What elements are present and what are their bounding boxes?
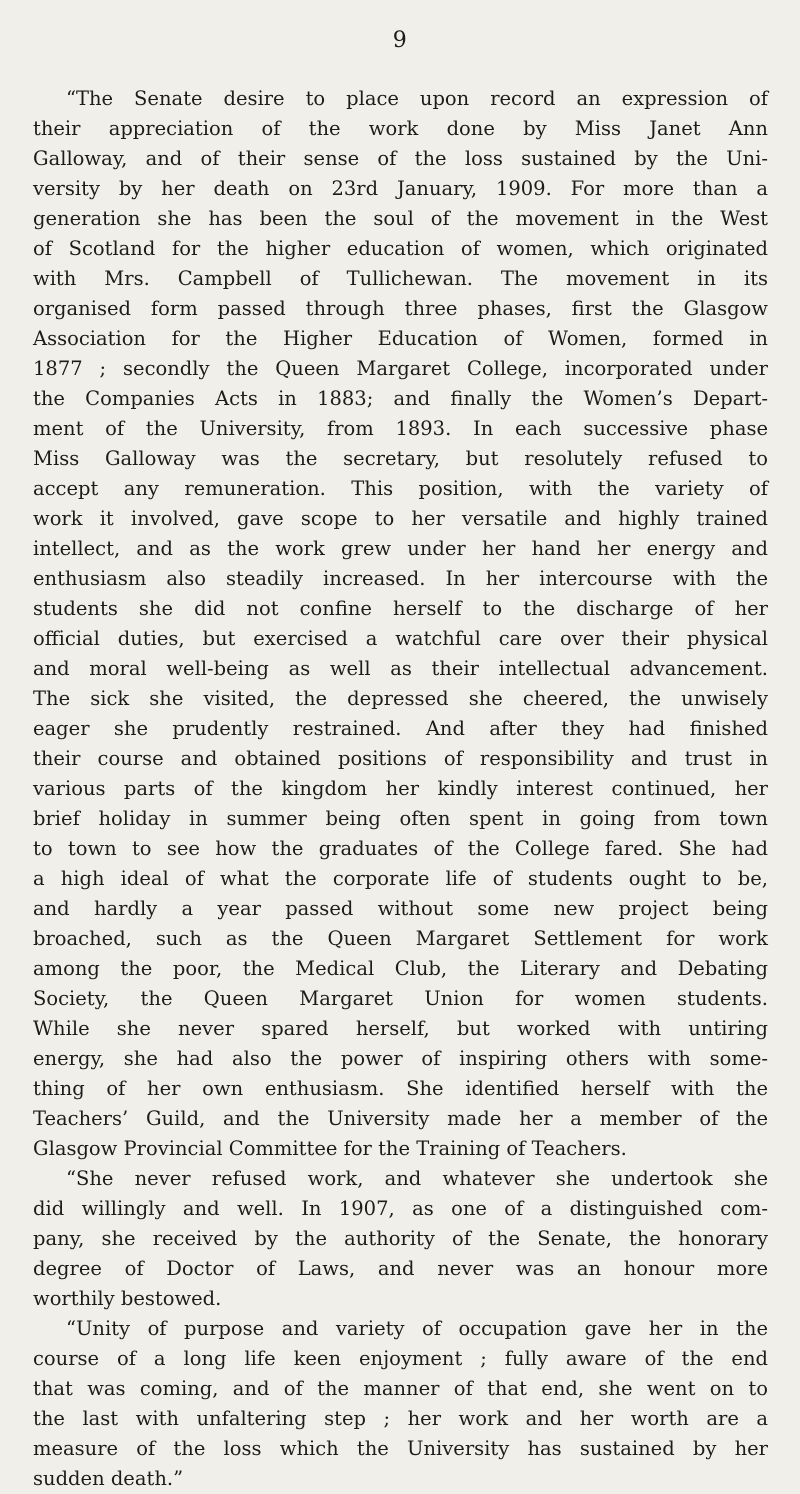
text-line: course of a long life keen enjoyment ; fully aware of the end [33, 1347, 768, 1370]
text-line: Galloway, and of their sense of the loss sustained by the Uni- [33, 147, 768, 170]
text-line: degree of Doctor of Laws, and never was an honour more [33, 1257, 768, 1280]
text-line: the Companies Acts in 1883; and finally the Women’s Depart- [33, 387, 768, 410]
text-line: 1877 ; secondly the Queen Margaret College, incorporated under [33, 357, 768, 380]
text-line: official duties, but exercised a watchful care over their physical [33, 627, 768, 650]
text-line: a high ideal of what the corporate life of students ought to be, [33, 867, 768, 890]
text-line: that was coming, and of the manner of that end, she went on to [33, 1377, 768, 1400]
page-number: 9 [392, 28, 408, 53]
text-line: intellect, and as the work grew under her hand her energy and [33, 537, 768, 560]
text-line: energy, she had also the power of inspiring others with some- [33, 1047, 768, 1070]
text-line: measure of the loss which the University has sustained by her [33, 1437, 768, 1460]
text-line: with Mrs. Campbell of Tullichewan. The movement in its [33, 267, 768, 290]
text-line: students she did not confine herself to the discharge of her [33, 597, 768, 620]
text-line: Society, the Queen Margaret Union for women students. [33, 987, 768, 1010]
text-line: generation she has been the soul of the movement in the West [33, 207, 768, 230]
text-line: pany, she received by the authority of the Senate, the honorary [33, 1227, 768, 1250]
text-line: eager she prudently restrained. And after they had finished [33, 717, 768, 740]
text-line: thing of her own enthusiasm. She identified herself with the [33, 1077, 768, 1100]
text-line: “The Senate desire to place upon record an expression of [66, 87, 768, 110]
text-line: The sick she visited, the depressed she cheered, the unwisely [33, 687, 768, 710]
text-line: and moral well-being as well as their intellectual advancement. [33, 657, 768, 680]
text-line: worthily bestowed. [33, 1287, 222, 1310]
text-line: versity by her death on 23rd January, 1909. For more than a [33, 177, 768, 200]
text-line: and hardly a year passed without some new project being [33, 897, 768, 920]
text-line: broached, such as the Queen Margaret Settlement for work [33, 927, 768, 950]
text-line: their appreciation of the work done by Miss Janet Ann [33, 117, 768, 140]
text-line: While she never spared herself, but worked with untiring [33, 1017, 768, 1040]
text-line: Association for the Higher Education of Women, formed in [33, 327, 768, 350]
text-line: enthusiasm also steadily increased. In her intercourse with the [33, 567, 768, 590]
text-line: “She never refused work, and whatever she undertook she [66, 1167, 768, 1190]
text-line: Miss Galloway was the secretary, but resolutely refused to [33, 447, 768, 470]
body-text [33, 84, 768, 1494]
text-line: sudden death.” [33, 1467, 184, 1490]
text-line: the last with unfaltering step ; her work and her worth are a [33, 1407, 768, 1430]
text-line: brief holiday in summer being often spent in going from town [33, 807, 768, 830]
text-line: various parts of the kingdom her kindly interest continued, her [33, 777, 768, 800]
text-line: organised form passed through three phases, first the Glasgow [33, 297, 768, 320]
text-line: accept any remuneration. This position, with the variety of [33, 477, 768, 500]
text-line: of Scotland for the higher education of women, which originated [33, 237, 768, 260]
text-line: their course and obtained positions of responsibility and trust in [33, 747, 768, 770]
text-line: to town to see how the graduates of the College fared. She had [33, 837, 768, 860]
text-line: Teachers’ Guild, and the University made her a member of the [33, 1107, 768, 1130]
text-line: work it involved, gave scope to her versatile and highly trained [33, 507, 768, 530]
text-line: “Unity of purpose and variety of occupation gave her in the [66, 1317, 768, 1340]
text-line: ment of the University, from 1893. In each successive phase [33, 417, 768, 440]
text-line: among the poor, the Medical Club, the Literary and Debating [33, 957, 768, 980]
text-line: did willingly and well. In 1907, as one of a distinguished com- [33, 1197, 768, 1220]
text-line: Glasgow Provincial Committee for the Training of Teachers. [33, 1137, 627, 1160]
